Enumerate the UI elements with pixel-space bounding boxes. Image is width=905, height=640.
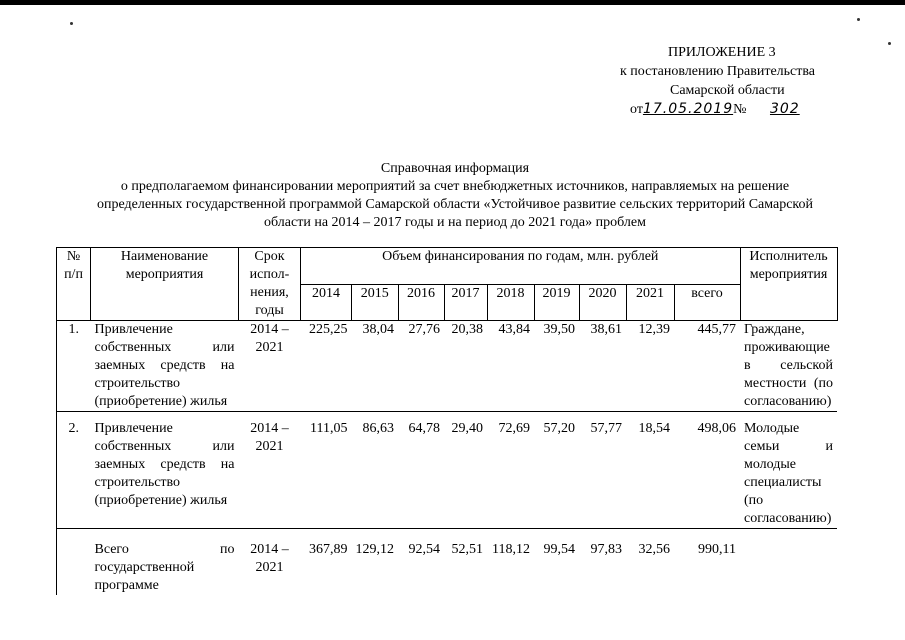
value-cell: 39,50: [534, 321, 579, 412]
value-cell: 18,54: [626, 412, 674, 529]
handwritten-number: 302: [769, 101, 800, 117]
doc-subtitle-1: о предполагаемом финансировании мероприятий за счет внебюджетных источников, направляемых на решение: [120, 179, 790, 194]
row-executor: [740, 529, 837, 596]
value-cell: 118,12: [487, 529, 534, 596]
number-prefix: №: [733, 102, 747, 117]
year-header: 2021: [626, 284, 674, 321]
header-num: № п/п: [57, 248, 91, 321]
total-cell: 498,06: [674, 412, 740, 529]
year-header: 2017: [444, 284, 487, 321]
value-cell: 225,25: [301, 321, 352, 412]
handwritten-date: 17.05.2019: [642, 101, 734, 117]
value-cell: 99,54: [534, 529, 579, 596]
funding-table: [56, 247, 838, 595]
value-cell: 57,20: [534, 412, 579, 529]
row-executor: Молодые семьи и молодые специалисты (по согласованию): [740, 412, 837, 529]
value-cell: 38,04: [352, 321, 399, 412]
row-name: Привлечение собственных или заемных средств на строительство (приобретение) жилья: [91, 412, 239, 529]
total-cell: 445,77: [674, 321, 740, 412]
doc-title: Справочная информация: [380, 161, 530, 176]
date-prefix: от: [630, 102, 643, 117]
value-cell: 129,12: [352, 529, 399, 596]
total-row: [57, 529, 838, 596]
year-header: 2016: [398, 284, 444, 321]
value-cell: 72,69: [487, 412, 534, 529]
value-cell: 29,40: [444, 412, 487, 529]
row-executor: Граждане, проживающие в сельской местности (по согласованию): [740, 321, 837, 412]
total-header: всего: [674, 284, 740, 321]
scan-speck: [70, 22, 73, 25]
header-row: [57, 248, 838, 285]
appendix-region: Самарской области: [670, 83, 785, 98]
row-num: 2.: [57, 412, 91, 529]
value-cell: 86,63: [352, 412, 399, 529]
total-cell: 990,11: [674, 529, 740, 596]
year-header: 2020: [579, 284, 626, 321]
scan-top-border: [0, 0, 905, 5]
value-cell: 57,77: [579, 412, 626, 529]
value-cell: 367,89: [301, 529, 352, 596]
value-cell: 12,39: [626, 321, 674, 412]
row-term: 2014 – 2021: [239, 412, 301, 529]
scan-speck: [857, 18, 860, 21]
header-funding: Объем финансирования по годам, млн. рублей: [301, 248, 741, 285]
appendix-resolution: к постановлению Правительства: [620, 64, 816, 79]
year-header: 2018: [487, 284, 534, 321]
value-cell: 32,56: [626, 529, 674, 596]
doc-subtitle-2: определенных государственной программой Самарской области «Устойчивое развитие сельских территорий Самарской: [96, 197, 814, 212]
header-term: Срок испол- нения, годы: [239, 248, 301, 321]
value-cell: 64,78: [398, 412, 444, 529]
value-cell: 92,54: [398, 529, 444, 596]
header-executor: Исполнитель мероприятия: [740, 248, 837, 321]
table-row: [57, 412, 838, 529]
doc-subtitle-3: области на 2014 – 2017 годы и на период до 2021 года» проблем: [264, 215, 646, 230]
row-num: 1.: [57, 321, 91, 412]
row-term: 2014 – 2021: [239, 321, 301, 412]
value-cell: 43,84: [487, 321, 534, 412]
row-name: Привлечение собственных или заемных средств на строительство (приобретение) жилья: [91, 321, 239, 412]
row-num: [57, 529, 91, 596]
row-name: Всего по государственной программе: [91, 529, 239, 596]
value-cell: 20,38: [444, 321, 487, 412]
appendix-date-line: [630, 100, 822, 119]
year-header: 2014: [301, 284, 352, 321]
row-term: 2014 – 2021: [239, 529, 301, 596]
value-cell: 52,51: [444, 529, 487, 596]
header-name: Наименование мероприятия: [91, 248, 239, 321]
value-cell: 111,05: [301, 412, 352, 529]
appendix-title: ПРИЛОЖЕНИЕ 3: [668, 45, 776, 60]
table-row: [57, 321, 838, 412]
year-header: 2015: [352, 284, 399, 321]
value-cell: 97,83: [579, 529, 626, 596]
year-header: 2019: [534, 284, 579, 321]
value-cell: 27,76: [398, 321, 444, 412]
scan-speck: [888, 42, 891, 45]
value-cell: 38,61: [579, 321, 626, 412]
